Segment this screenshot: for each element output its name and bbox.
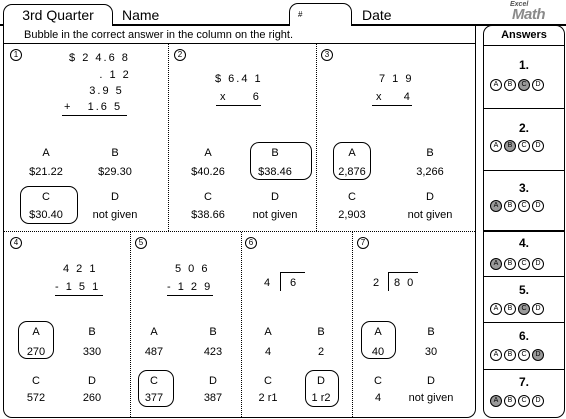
option-b[interactable]: 3,266 [416,166,444,178]
option-letter: D [209,375,217,387]
equation-line: 7 1 9 [379,73,414,85]
equation-line: - 1 5 1 [55,281,101,293]
sum-rule [62,115,127,116]
answer-bubbles-1 [490,79,560,91]
bubble-b[interactable]: B [504,258,516,270]
answer-circle [138,370,174,407]
option-c[interactable]: 2,903 [338,209,366,221]
option-c[interactable]: 572 [26,392,46,404]
division-bracket [280,272,281,291]
option-a[interactable]: 4 [264,346,272,358]
date-label: Date [362,7,392,23]
excel-math-logo: Excel Math [510,1,545,23]
option-letter: D [317,375,325,387]
division-bracket [388,272,418,273]
answer-number: 1. [518,58,529,72]
dividend: 8 0 [394,277,416,289]
answer-number: 5. [518,283,529,297]
answer-number: 4. [518,236,529,250]
option-letter: C [150,375,158,387]
option-letter: B [111,147,119,159]
option-letter: A [348,147,356,159]
option-letter: B [426,147,434,159]
option-letter: A [42,147,50,159]
equation-line: x 4 [376,91,412,103]
quarter-tab: 3rd Quarter [3,4,113,26]
equation-line: 4 2 1 [63,263,98,275]
divisor: 4 [264,277,273,289]
option-letter: C [204,191,212,203]
difference-rule [55,295,103,296]
equation-line: - 1 2 9 [167,281,213,293]
bubble-b[interactable]: B [504,140,516,152]
option-letter: B [209,326,217,338]
equation-line: 5 0 6 [175,263,210,275]
problem-number: 7 [357,237,369,249]
dividend: 6 [290,277,299,289]
column-divider [316,44,317,231]
option-letter: C [42,191,50,203]
option-d[interactable]: 260 [82,392,102,404]
answer-circle [305,370,339,407]
answer-bubbles-2 [490,140,560,152]
column-divider [352,232,353,417]
problem-number: 4 [10,237,22,249]
option-d[interactable]: 1 r2 [311,392,331,404]
bubble-b[interactable]: B [504,303,516,315]
division-bracket [388,272,389,291]
option-b[interactable]: 330 [82,346,102,358]
bubble-a[interactable]: A [490,200,502,212]
column-divider [130,232,131,417]
bubble-c[interactable]: C [518,349,530,361]
bubble-a[interactable]: A [490,349,502,361]
option-letter: D [271,191,279,203]
answers-separator [484,369,564,370]
option-letter: C [374,375,382,387]
option-c[interactable]: $38.66 [191,209,225,221]
equation-line: $ 6.4 1 [215,73,263,85]
answers-separator [484,276,564,277]
option-letter: D [427,375,435,387]
answer-number: 3. [518,181,529,195]
column-divider [168,44,169,231]
option-letter: B [317,326,325,338]
product-rule [372,105,412,106]
option-letter: A [374,326,382,338]
bubble-d[interactable]: D [532,258,544,270]
bubble-d[interactable]: D [532,303,544,315]
equation-line: + 1.6 5 [64,101,123,113]
option-d[interactable]: not given [252,209,298,221]
answer-bubbles-3 [490,200,560,212]
problem-number: 1 [10,49,22,61]
option-b[interactable]: 2 [317,346,325,358]
bubble-a[interactable]: A [490,140,502,152]
answers-separator [484,170,564,171]
bubble-c[interactable]: C [518,140,530,152]
option-b[interactable]: $38.46 [258,166,292,178]
bubble-c[interactable]: C [518,303,530,315]
option-b[interactable]: $29.30 [98,166,132,178]
bubble-c[interactable]: C [518,395,530,407]
bubble-c[interactable]: C [518,200,530,212]
option-letter: A [264,326,272,338]
number-sign: # [298,10,303,19]
option-letter: B [88,326,96,338]
answers-title: Answers [501,29,547,41]
bubble-d[interactable]: D [532,395,544,407]
option-letter: B [271,147,279,159]
answers-separator [484,230,564,232]
option-a[interactable]: $40.26 [191,166,225,178]
option-a[interactable]: 40 [371,346,385,358]
bubble-c[interactable]: C [518,79,530,91]
equation-line: 3.9 5 [64,85,124,97]
equation-line: . 1 2 [64,69,131,81]
bubble-a[interactable]: A [490,258,502,270]
answer-bubbles-7 [490,395,560,407]
equation-line: $ 2 4.6 8 [64,52,130,64]
bubble-b[interactable]: B [504,200,516,212]
answers-separator [484,45,564,46]
answer-number: 2. [518,121,529,135]
division-bracket [280,272,305,273]
bubble-a[interactable]: A [490,79,502,91]
column-divider [241,232,242,417]
bubble-c[interactable]: C [518,258,530,270]
answers-separator [484,108,564,109]
problem-number: 2 [174,49,186,61]
bubble-d[interactable]: D [532,200,544,212]
option-a[interactable]: 487 [144,346,164,358]
option-letter: D [111,191,119,203]
answer-bubbles-4 [490,258,560,270]
bubble-b[interactable]: B [504,79,516,91]
bubble-a[interactable]: A [490,395,502,407]
option-b[interactable]: 30 [424,346,438,358]
option-d[interactable]: not given [408,392,454,404]
answer-circle [333,142,371,180]
option-a[interactable]: $21.22 [29,166,63,178]
option-d[interactable]: 387 [203,392,223,404]
option-d[interactable]: not given [407,209,453,221]
answer-number: 7. [518,375,529,389]
option-letter: D [88,375,96,387]
problem-number: 6 [245,237,257,249]
name-label: Name [122,7,160,23]
problem-number: 5 [135,237,147,249]
option-letter: C [32,375,40,387]
bubble-b[interactable]: B [504,349,516,361]
difference-rule [167,295,213,296]
bubble-d[interactable]: D [532,349,544,361]
option-letter: A [150,326,158,338]
answer-circle [20,186,78,224]
divisor: 2 [373,277,382,289]
option-b[interactable]: 423 [203,346,223,358]
option-letter: B [427,326,435,338]
option-letter: D [426,191,434,203]
product-rule [216,105,261,106]
option-c[interactable]: 377 [144,392,164,404]
option-c[interactable]: 2 r1 [258,392,278,404]
option-letter: C [348,191,356,203]
row-divider [4,231,475,232]
answer-circle [18,321,54,359]
option-letter: C [264,375,272,387]
answer-circle [250,142,312,180]
option-d[interactable]: not given [92,209,138,221]
option-letter: A [204,147,212,159]
answers-separator [484,322,564,323]
bubble-a[interactable]: A [490,303,502,315]
option-a[interactable]: 270 [26,346,46,358]
option-letter: A [32,326,40,338]
option-c[interactable]: $30.40 [29,209,63,221]
problem-number: 3 [321,49,333,61]
number-field[interactable] [289,3,352,26]
answer-bubbles-6 [490,349,560,361]
option-a[interactable]: 2,876 [338,166,366,178]
bubble-d[interactable]: D [532,140,544,152]
instructions-rule [3,43,476,44]
option-c[interactable]: 4 [374,392,382,404]
bubble-d[interactable]: D [532,79,544,91]
answer-bubbles-5 [490,303,560,315]
answer-number: 6. [518,329,529,343]
bubble-b[interactable]: B [504,395,516,407]
instructions: Bubble in the correct answer in the column on the right. [24,29,294,41]
equation-line: x 6 [220,91,261,103]
